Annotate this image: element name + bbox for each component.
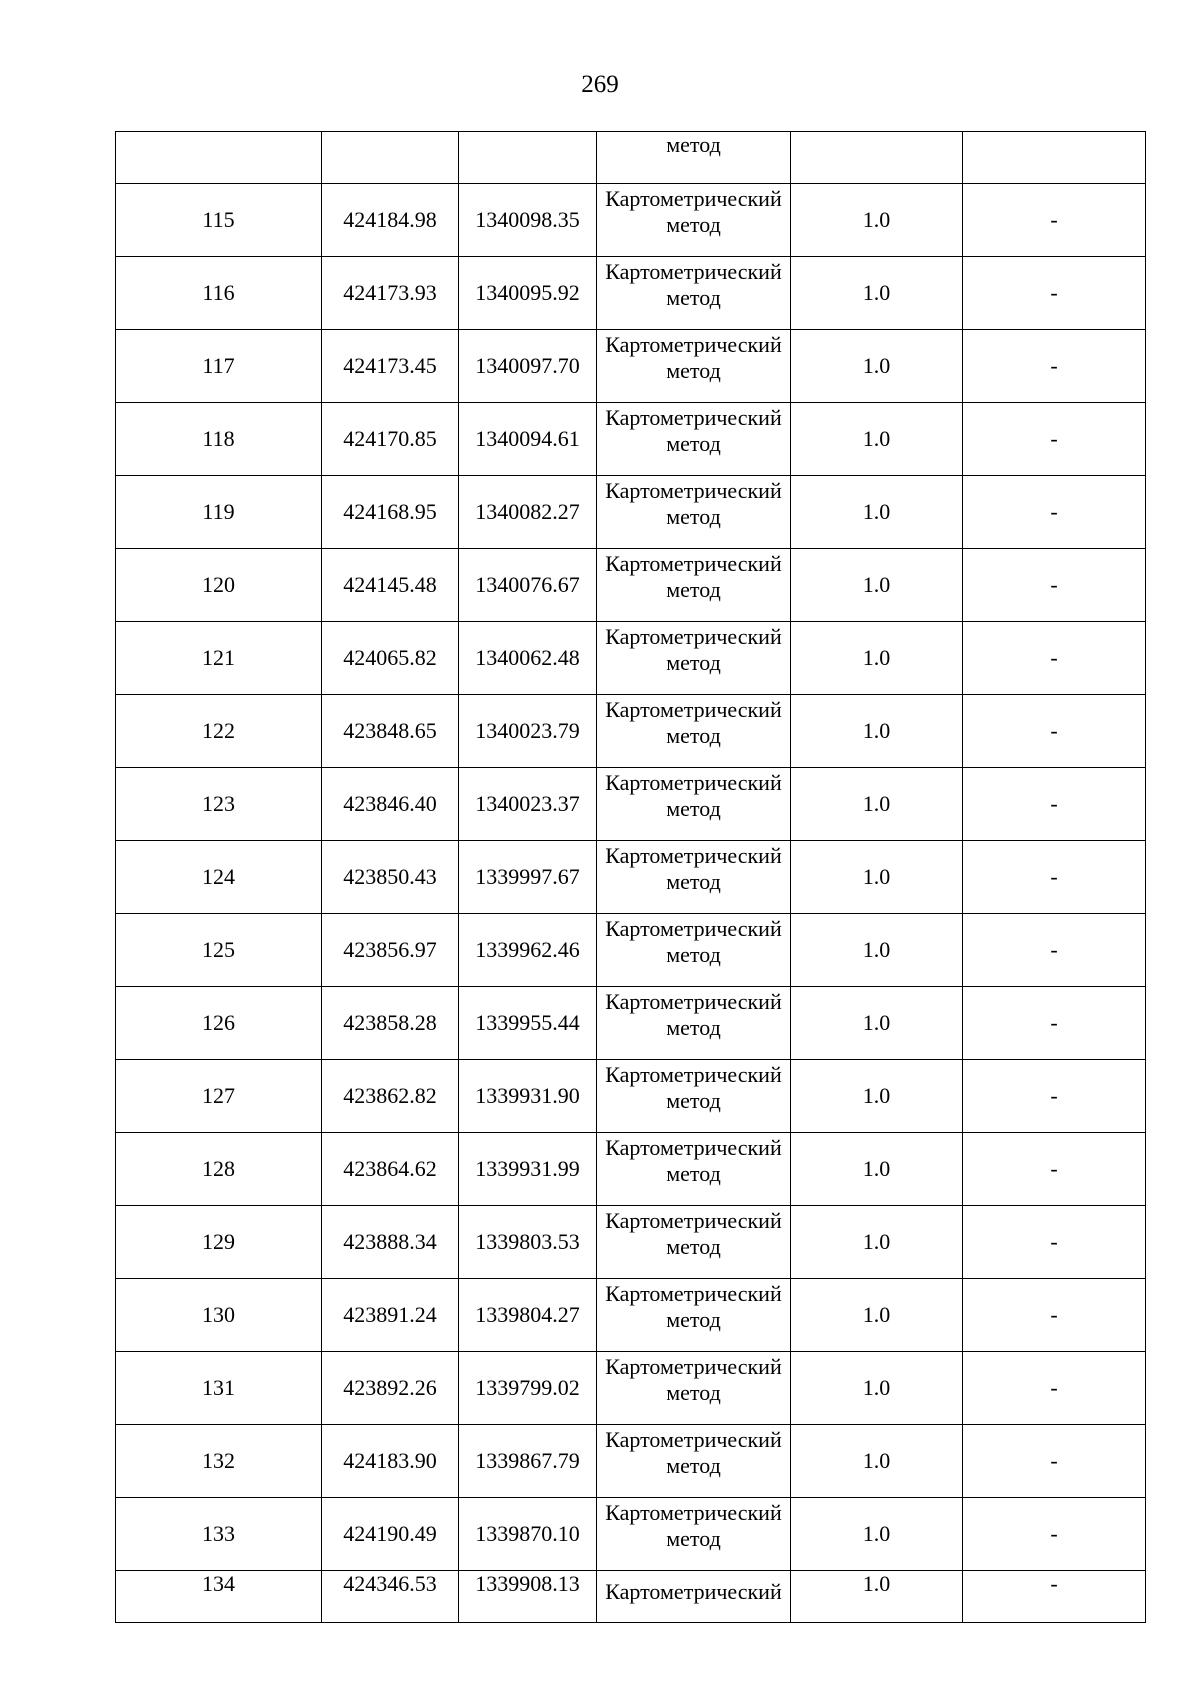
accuracy-cell: 1.0 xyxy=(791,987,963,1060)
x-coordinate-cell: 424346.53 xyxy=(322,1571,459,1623)
method-cell xyxy=(597,695,791,768)
y-coordinate-cell: 1340023.79 xyxy=(459,695,597,768)
table-row xyxy=(116,914,1146,987)
accuracy-cell: 1.0 xyxy=(791,1133,963,1206)
method-line: метод xyxy=(666,132,721,157)
accuracy-cell: 1.0 xyxy=(791,476,963,549)
x-coordinate-cell: 424145.48 xyxy=(322,549,459,622)
note-cell: - xyxy=(963,1498,1146,1571)
method-line: Картометрический xyxy=(605,1500,782,1525)
y-coordinate-cell: 1340095.92 xyxy=(459,257,597,330)
point-number-cell xyxy=(116,132,322,184)
point-number-cell: 116 xyxy=(116,257,322,330)
method-line: Картометрический xyxy=(605,405,782,430)
method-cell xyxy=(597,1133,791,1206)
accuracy-cell: 1.0 xyxy=(791,1571,963,1623)
table-row xyxy=(116,1206,1146,1279)
method-cell xyxy=(597,476,791,549)
table-row xyxy=(116,1498,1146,1571)
method-line: метод xyxy=(666,358,721,383)
y-coordinate-cell: 1339931.99 xyxy=(459,1133,597,1206)
note-cell: - xyxy=(963,403,1146,476)
x-coordinate-cell: 424173.93 xyxy=(322,257,459,330)
method-line: метод xyxy=(666,577,721,602)
y-coordinate-cell: 1340097.70 xyxy=(459,330,597,403)
method-cell xyxy=(597,987,791,1060)
table-row xyxy=(116,1279,1146,1352)
table-row xyxy=(116,1352,1146,1425)
x-coordinate-cell: 423850.43 xyxy=(322,841,459,914)
point-number-cell: 120 xyxy=(116,549,322,622)
method-cell xyxy=(597,330,791,403)
method-line: метод xyxy=(666,650,721,675)
accuracy-cell: 1.0 xyxy=(791,914,963,987)
table-row xyxy=(116,476,1146,549)
y-coordinate-cell: 1339867.79 xyxy=(459,1425,597,1498)
table-row xyxy=(116,549,1146,622)
method-cell xyxy=(597,1571,791,1623)
accuracy-cell: 1.0 xyxy=(791,1498,963,1571)
method-line: Картометрический xyxy=(605,1135,782,1160)
x-coordinate-cell: 423848.65 xyxy=(322,695,459,768)
x-coordinate-cell: 423891.24 xyxy=(322,1279,459,1352)
coordinates-table xyxy=(115,131,1146,1623)
note-cell: - xyxy=(963,768,1146,841)
continued-row xyxy=(116,132,1146,184)
table-row xyxy=(116,622,1146,695)
x-coordinate-cell: 423864.62 xyxy=(322,1133,459,1206)
method-cell xyxy=(597,132,791,184)
point-number-cell: 132 xyxy=(116,1425,322,1498)
point-number-cell: 124 xyxy=(116,841,322,914)
table-row xyxy=(116,695,1146,768)
method-line: метод xyxy=(666,504,721,529)
x-coordinate-cell: 424168.95 xyxy=(322,476,459,549)
y-coordinate-cell: 1339804.27 xyxy=(459,1279,597,1352)
y-coordinate-cell: 1340098.35 xyxy=(459,184,597,257)
table-row xyxy=(116,841,1146,914)
method-cell xyxy=(597,1352,791,1425)
method-line: метод xyxy=(666,285,721,310)
note-cell: - xyxy=(963,841,1146,914)
x-coordinate-cell: 423856.97 xyxy=(322,914,459,987)
method-cell xyxy=(597,622,791,695)
table-row xyxy=(116,768,1146,841)
note-cell: - xyxy=(963,476,1146,549)
method-line: метод xyxy=(666,869,721,894)
accuracy-cell: 1.0 xyxy=(791,841,963,914)
accuracy-cell: 1.0 xyxy=(791,549,963,622)
y-coordinate-cell: 1339908.13 xyxy=(459,1571,597,1623)
y-coordinate-cell: 1340076.67 xyxy=(459,549,597,622)
method-line: метод xyxy=(666,431,721,456)
method-cell xyxy=(597,1279,791,1352)
point-number-cell: 123 xyxy=(116,768,322,841)
method-line: метод xyxy=(666,796,721,821)
method-cell xyxy=(597,768,791,841)
method-cell xyxy=(597,1206,791,1279)
method-line: Картометрический xyxy=(605,624,782,649)
note-cell: - xyxy=(963,257,1146,330)
y-coordinate-cell: 1339799.02 xyxy=(459,1352,597,1425)
accuracy-cell: 1.0 xyxy=(791,257,963,330)
x-coordinate-cell: 424065.82 xyxy=(322,622,459,695)
note-cell: - xyxy=(963,987,1146,1060)
y-coordinate-cell: 1340094.61 xyxy=(459,403,597,476)
accuracy-cell: 1.0 xyxy=(791,1060,963,1133)
method-line: метод xyxy=(666,1015,721,1040)
y-coordinate-cell: 1340023.37 xyxy=(459,768,597,841)
point-number-cell: 126 xyxy=(116,987,322,1060)
method-line: Картометрический xyxy=(605,259,782,284)
method-line: Картометрический xyxy=(605,1354,782,1379)
accuracy-cell xyxy=(791,132,963,184)
method-cell xyxy=(597,1060,791,1133)
method-line: метод xyxy=(666,212,721,237)
method-line: метод xyxy=(666,1161,721,1186)
note-cell: - xyxy=(963,914,1146,987)
table-row xyxy=(116,184,1146,257)
accuracy-cell: 1.0 xyxy=(791,184,963,257)
accuracy-cell: 1.0 xyxy=(791,622,963,695)
accuracy-cell: 1.0 xyxy=(791,403,963,476)
method-cell xyxy=(597,1425,791,1498)
note-cell: - xyxy=(963,549,1146,622)
y-coordinate-cell: 1339870.10 xyxy=(459,1498,597,1571)
point-number-cell: 119 xyxy=(116,476,322,549)
method-line: Картометрический xyxy=(605,332,782,357)
point-number-cell: 134 xyxy=(116,1571,322,1623)
x-coordinate-cell: 424170.85 xyxy=(322,403,459,476)
method-cell xyxy=(597,841,791,914)
accuracy-cell: 1.0 xyxy=(791,1206,963,1279)
method-line: Картометрический xyxy=(605,843,782,868)
note-cell: - xyxy=(963,1133,1146,1206)
method-cell xyxy=(597,914,791,987)
note-cell: - xyxy=(963,1206,1146,1279)
y-coordinate-cell: 1339931.90 xyxy=(459,1060,597,1133)
method-cell xyxy=(597,184,791,257)
note-cell: - xyxy=(963,622,1146,695)
note-cell xyxy=(963,132,1146,184)
x-coordinate-cell: 424173.45 xyxy=(322,330,459,403)
method-line: Картометрический xyxy=(605,697,782,722)
accuracy-cell: 1.0 xyxy=(791,1352,963,1425)
method-line: Картометрический xyxy=(605,1062,782,1087)
method-cell xyxy=(597,1498,791,1571)
table-row xyxy=(116,987,1146,1060)
x-coordinate-cell: 423846.40 xyxy=(322,768,459,841)
point-number-cell: 115 xyxy=(116,184,322,257)
point-number-cell: 117 xyxy=(116,330,322,403)
method-line: Картометрический xyxy=(605,770,782,795)
method-line: метод xyxy=(666,942,721,967)
method-line: метод xyxy=(666,1526,721,1551)
x-coordinate-cell: 424184.98 xyxy=(322,184,459,257)
x-coordinate-cell: 423888.34 xyxy=(322,1206,459,1279)
method-line: Картометрический xyxy=(605,186,782,211)
method-cell xyxy=(597,549,791,622)
point-number-cell: 133 xyxy=(116,1498,322,1571)
method-line: Картометрический xyxy=(605,1427,782,1452)
table-row xyxy=(116,1571,1146,1623)
y-coordinate-cell xyxy=(459,132,597,184)
y-coordinate-cell: 1340062.48 xyxy=(459,622,597,695)
point-number-cell: 121 xyxy=(116,622,322,695)
x-coordinate-cell: 424190.49 xyxy=(322,1498,459,1571)
accuracy-cell: 1.0 xyxy=(791,1425,963,1498)
x-coordinate-cell xyxy=(322,132,459,184)
method-line: метод xyxy=(666,1453,721,1478)
method-line: Картометрический xyxy=(605,989,782,1014)
method-line: Картометрический xyxy=(605,916,782,941)
y-coordinate-cell: 1340082.27 xyxy=(459,476,597,549)
method-line: метод xyxy=(666,1307,721,1332)
accuracy-cell: 1.0 xyxy=(791,1279,963,1352)
point-number-cell: 125 xyxy=(116,914,322,987)
table-row xyxy=(116,1425,1146,1498)
note-cell: - xyxy=(963,1352,1146,1425)
accuracy-cell: 1.0 xyxy=(791,695,963,768)
x-coordinate-cell: 423858.28 xyxy=(322,987,459,1060)
method-line: метод xyxy=(666,1234,721,1259)
table-row xyxy=(116,257,1146,330)
note-cell: - xyxy=(963,330,1146,403)
accuracy-cell: 1.0 xyxy=(791,330,963,403)
note-cell: - xyxy=(963,184,1146,257)
table-row xyxy=(116,1060,1146,1133)
table-row xyxy=(116,1133,1146,1206)
y-coordinate-cell: 1339997.67 xyxy=(459,841,597,914)
method-cell xyxy=(597,257,791,330)
y-coordinate-cell: 1339962.46 xyxy=(459,914,597,987)
method-line: Картометрический xyxy=(605,551,782,576)
point-number-cell: 131 xyxy=(116,1352,322,1425)
method-line: Картометрический xyxy=(605,1281,782,1306)
note-cell: - xyxy=(963,695,1146,768)
table-row xyxy=(116,330,1146,403)
method-line: Картометрический xyxy=(605,478,782,503)
method-line: метод xyxy=(666,723,721,748)
x-coordinate-cell: 423892.26 xyxy=(322,1352,459,1425)
point-number-cell: 128 xyxy=(116,1133,322,1206)
y-coordinate-cell: 1339803.53 xyxy=(459,1206,597,1279)
accuracy-cell: 1.0 xyxy=(791,768,963,841)
note-cell: - xyxy=(963,1279,1146,1352)
point-number-cell: 127 xyxy=(116,1060,322,1133)
point-number-cell: 130 xyxy=(116,1279,322,1352)
page-number: 269 xyxy=(581,71,619,98)
method-cell xyxy=(597,403,791,476)
point-number-cell: 122 xyxy=(116,695,322,768)
note-cell: - xyxy=(963,1571,1146,1623)
method-line: Картометрический xyxy=(605,1208,782,1233)
y-coordinate-cell: 1339955.44 xyxy=(459,987,597,1060)
method-line: Картометрический xyxy=(605,1579,782,1604)
x-coordinate-cell: 424183.90 xyxy=(322,1425,459,1498)
method-line: метод xyxy=(666,1088,721,1113)
method-line: метод xyxy=(666,1380,721,1405)
point-number-cell: 129 xyxy=(116,1206,322,1279)
x-coordinate-cell: 423862.82 xyxy=(322,1060,459,1133)
note-cell: - xyxy=(963,1060,1146,1133)
note-cell: - xyxy=(963,1425,1146,1498)
table-row xyxy=(116,403,1146,476)
point-number-cell: 118 xyxy=(116,403,322,476)
